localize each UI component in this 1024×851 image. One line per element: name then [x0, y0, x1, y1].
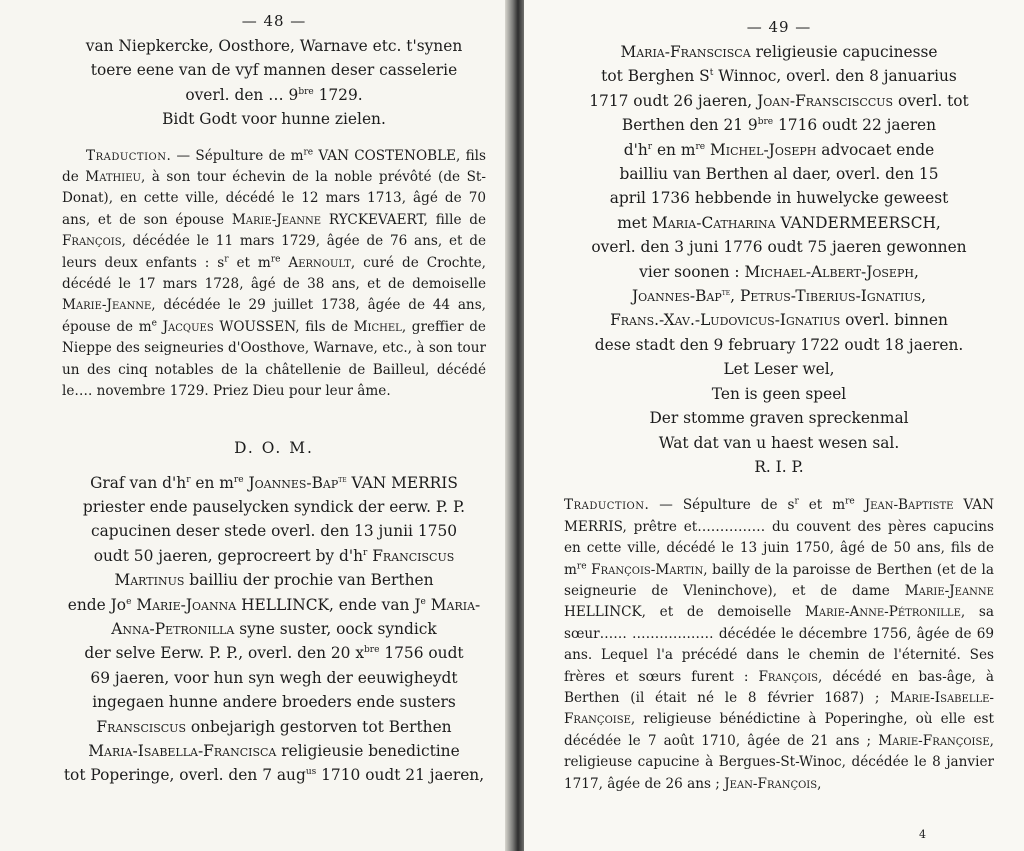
- verse-line: ingegaen hunne andere broeders ende susters: [92, 693, 456, 712]
- page-number-right: — 49 —: [746, 18, 812, 36]
- verse-line: Let Leser wel,: [723, 360, 835, 379]
- signature-mark: 4: [919, 828, 926, 841]
- verse-line: tot Poperinge, overl. den 7 aug$^{us}$ 1710 oudt 21 jaeren,: [63, 766, 485, 785]
- verse-line: capucinen deser stede overl. den 13 junii 1750: [90, 522, 458, 541]
- verse-line: $d'h^r$ en $m^{re}$ Michel-Joseph advocaet ende: [623, 140, 935, 159]
- traduction-paragraph-1: Traduction. — Sépulture de $m^{re}$ VAN COSTENOBLE, fils de Mathieu, à son tour échevin de la noble prévôté (de St-Donat), en cette ville, décédé le 12 mars 1713, âgé de 70 ans, et de son épouse Marie-Jeanne RYCKEVAERT, fille de François, décédée le 11 mars 1729, âgée de 76 ans, et de leurs deux enfants : $s^r$ et $m^{re}$ Aernoult, curé de Crochte, décédé le 17 mars 1728, âgé de 38 ans, et de demoiselle Marie-Jeanne, décédée le 29 juillet 1738, âgée de 44 ans, épouse de $m^e$ Jacques WOUSSEN, fils de Michel, greffier de Nieppe des seigneuries d'Oosthove, Warnave, etc., à son tour un des cinq notables de la châtellenie de Bailleul, décédé le…. novembre 1729. Priez Dieu pour leur âme.: [62, 147, 487, 400]
- verse-line: priester ende pauselycken syndick der eerw. P. P.: [82, 497, 466, 516]
- verse-line: Bidt Godt voor hunne zielen.: [162, 110, 386, 129]
- verse-line: april 1736 hebbende in huwelycke geweest: [609, 189, 949, 208]
- verse-line: tot Berghen $S^t$ Winnoc, overl. den 8 januarius: [601, 67, 957, 86]
- dom-heading: D. O. M.: [234, 438, 314, 457]
- verse-line: Berthen den 21 $9^{bre}$ 1716 oudt 22 jaeren: [621, 116, 937, 135]
- verse-line: R. I. P.: [754, 457, 804, 476]
- verse-line: Wat dat van u haest wesen sal.: [658, 433, 900, 452]
- verse-line: toere eene van de vyf mannen deser casselerie: [90, 61, 458, 80]
- verse-line: met Maria-Catharina VANDERMEERSCH,: [617, 213, 941, 232]
- right-page: [524, 0, 1024, 851]
- verse-line: bailliu van Berthen al daer, overl. den 15: [619, 165, 939, 184]
- verse-line: Maria-Isabella-Francisca religieusie benedictine: [88, 741, 460, 760]
- verse-line: Ten is geen speel: [711, 384, 847, 403]
- verse-line: Martinus bailliu der prochie van Berthen: [114, 571, 434, 590]
- verse-line: der selve Eerw. P. P., overl. den 20 $x^{bre}$ 1756 oudt: [84, 644, 464, 663]
- verse-line: overl. den 3 juni 1776 oudt 75 jaeren gewonnen: [591, 238, 967, 257]
- epitaph-verse-right: [564, 40, 994, 479]
- traduction-paragraph-2: Traduction. — Sépulture de $s^r$ et $m^{re}$ Jean-Baptiste VAN MERRIS, prêtre et…………… du couvent des pères capucins en cette ville, décédé le 13 juin 1750, âgé de 50 ans, fils de $m^{re}$ François-Martin, bailly de la paroisse de Berthen (et de la seigneurie de Vleninchove), et de dame Marie-Jeanne HELLINCK, et de demoiselle Marie-Anne-Pétronille, sa sœur…… ……………… décédée le décembre 1756, âgée de 69 ans. Lequel l'a précédé dans le chemin de l'éternité. Ses frères et sœurs furent : François, décédé en bas-âge, à Berthen (il était né le 8 février 1687) ; Marie-Isabelle-Françoise, religieuse bénédictine à Poperinghe, où elle est décédée le 7 août 1710, âgée de 21 ans ; Marie-Françoise, religieuse capucine à Bergues-St-Winoc, décédée le 8 janvier 1717, âgée de 26 ans ; Jean-François,: [564, 496, 994, 792]
- epitaph-verse-bottom: [62, 471, 486, 788]
- epitaph-verse-top: [62, 34, 486, 132]
- verse-line: van Niepkercke, Oosthore, Warnave etc. t'synen: [85, 37, 463, 55]
- verse-line: Graf van $d'h^r$ en $m^{re}$ Joannes-Bap$^{te}$ VAN MERRIS: [90, 473, 458, 492]
- verse-line: overl. den … $9^{bre}$ 1729.: [185, 85, 363, 104]
- verse-line: 69 jaeren, voor hun syn wegh der eeuwigheydt: [90, 668, 458, 687]
- verse-line: ende Jo$^e$ Marie-Joanna HELLINCK, ende van $J^e$ Maria-: [67, 595, 481, 614]
- verse-line: Anna-Petronilla syne suster, oock syndick: [111, 619, 437, 638]
- page-number-left: — 48 —: [241, 12, 307, 30]
- verse-line: 1717 oudt 26 jaeren, Joan-Franscisccus overl. tot: [589, 91, 969, 110]
- verse-line: Der stomme graven spreckenmal: [649, 409, 909, 428]
- verse-line: Frans.-Xav.-Ludovicus-Ignatius overl. binnen: [610, 311, 948, 330]
- verse-line: Maria-Franscisca religieusie capucinesse: [620, 43, 938, 61]
- verse-line: Joannes-Bap$^{te}$, Petrus-Tiberius-Ignatius,: [631, 287, 927, 306]
- verse-line: Fransciscus onbejarigh gestorven tot Berthen: [96, 717, 452, 736]
- verse-line: dese stadt den 9 february 1722 oudt 18 jaeren.: [594, 335, 964, 354]
- verse-line: vier soonen : Michael-Albert-Joseph,: [639, 262, 919, 281]
- verse-line: oudt 50 jaeren, geprocreert by $d'h^r$ Franciscus: [93, 546, 455, 565]
